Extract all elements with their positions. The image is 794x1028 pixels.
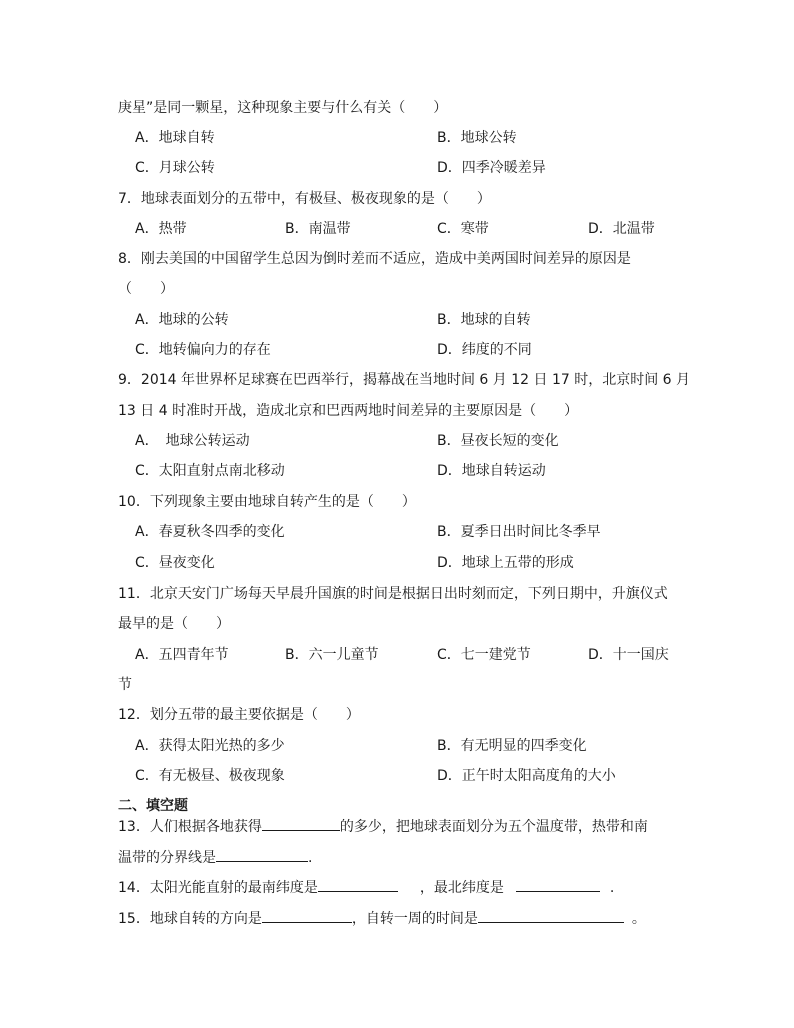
q10-option-a: A．春夏秋冬四季的变化 — [135, 524, 285, 540]
q15-blank-1[interactable] — [262, 908, 352, 923]
q11-option-c: C．七一建党节 — [437, 647, 531, 663]
question-6-continuation: 庚星”是同一颗星，这种现象主要与什么有关（ ） — [118, 100, 448, 116]
q6-option-b: B．地球公转 — [437, 130, 517, 146]
question-9-stem-cont: 13 日 4 时准时开战，造成北京和巴西两地时间差异的主要原因是（ ） — [118, 403, 579, 419]
q12-option-c: C．有无极昼、极夜现象 — [135, 768, 285, 784]
q13-blank-1[interactable] — [262, 816, 340, 831]
question-9-stem: 9．2014 年世界杯足球赛在巴西举行，揭幕战在当地时间 6 月 12 日 17 时，北京时间 6 月 — [118, 372, 691, 388]
q11-option-a: A．五四青年节 — [135, 647, 229, 663]
q11-option-d: D．十一国庆 — [588, 647, 669, 663]
q6-option-c: C．月球公转 — [135, 160, 215, 176]
section-heading-fill-in: 二、填空题 — [118, 798, 188, 814]
q10-option-d: D．地球上五带的形成 — [437, 555, 574, 571]
question-11-stem: 11．北京天安门广场每天早晨升国旗的时间是根据日出时刻而定，下列日期中，升旗仪式 — [118, 586, 668, 602]
question-10-stem: 10．下列现象主要由地球自转产生的是（ ） — [118, 494, 416, 510]
q15-text-2: ，自转一周的时间是 — [351, 911, 478, 927]
question-13-line2 — [118, 847, 312, 868]
q13-blank-2[interactable] — [216, 847, 308, 862]
q12-option-d: D．正午时太阳高度角的大小 — [437, 768, 616, 784]
q7-option-d: D．北温带 — [588, 221, 655, 237]
q9-option-b: B．昼夜长短的变化 — [437, 433, 559, 449]
q14-blank-2[interactable] — [516, 877, 600, 892]
q13-text-2: 的多少，把地球表面划分为五个温度带，热带和南 — [339, 819, 648, 835]
q9-option-a: A． 地球公转运动 — [135, 433, 250, 449]
question-13-line1 — [118, 816, 648, 837]
q13-text-4: . — [308, 850, 313, 866]
q14-blank-1[interactable] — [318, 877, 398, 892]
question-12-stem: 12．划分五带的最主要依据是（ ） — [118, 707, 360, 723]
q9-option-c: C．太阳直射点南北移动 — [135, 463, 285, 479]
q13-text-1: 13．人们根据各地获得 — [118, 819, 262, 835]
q14-text-1: 14．太阳光能直射的最南纬度是 — [118, 880, 318, 896]
q8-option-b: B．地球的自转 — [437, 312, 531, 328]
question-11-stem-cont: 最早的是（ ） — [118, 616, 230, 632]
q8-option-a: A．地球的公转 — [135, 312, 229, 328]
q12-option-b: B．有无明显的四季变化 — [437, 738, 587, 754]
q15-blank-2[interactable] — [478, 908, 624, 923]
q10-option-b: B．夏季日出时间比冬季早 — [437, 524, 601, 540]
q6-option-d: D．四季冷暖差异 — [437, 160, 546, 176]
question-7-stem: 7．地球表面划分的五带中，有极昼、极夜现象的是（ ） — [118, 191, 491, 207]
question-8-stem: 8．刚去美国的中国留学生总因为倒时差而不适应，造成中美两国时间差异的原因是 — [118, 251, 631, 267]
q11-option-d-wrap: 节 — [118, 677, 132, 693]
q10-option-c: C．昼夜变化 — [135, 555, 215, 571]
q6-option-a: A．地球自转 — [135, 130, 215, 146]
q11-option-b: B．六一儿童节 — [285, 647, 379, 663]
q14-text-3: . — [609, 880, 615, 896]
q15-text-1: 15．地球自转的方向是 — [118, 911, 262, 927]
question-8-stem-cont: （ ） — [118, 281, 174, 297]
q9-option-d: D．地球自转运动 — [437, 463, 546, 479]
q15-text-3: 。 — [631, 911, 646, 927]
q8-option-c: C．地转偏向力的存在 — [135, 342, 271, 358]
q13-text-3: 温带的分界线是 — [118, 850, 216, 866]
question-14 — [118, 877, 614, 898]
q7-option-b: B．南温带 — [285, 221, 351, 237]
q12-option-a: A．获得太阳光热的多少 — [135, 738, 285, 754]
q14-text-2: ，最北纬度是 — [419, 880, 504, 896]
question-15 — [118, 908, 646, 929]
q8-option-d: D．纬度的不同 — [437, 342, 532, 358]
q7-option-c: C．寒带 — [437, 221, 489, 237]
q7-option-a: A．热带 — [135, 221, 187, 237]
